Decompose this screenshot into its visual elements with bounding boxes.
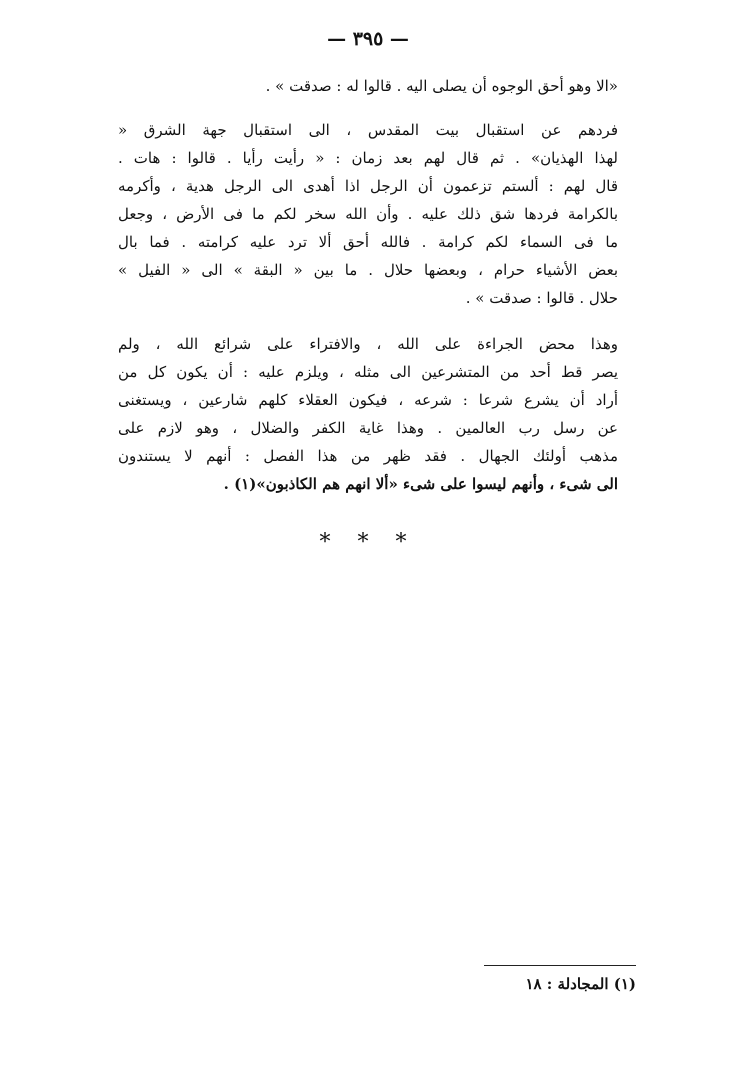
text-line: ما فى السماء لكم كرامة . فالله أحق ألا ترد عليه كرامته . فما بال [118, 233, 618, 251]
section-divider-ornament: * * * [319, 530, 417, 555]
paragraph-3 [118, 330, 618, 498]
text-line: عن رسل رب العالمين . وهذا غاية الكفر والضلال ، وهو لازم على [118, 419, 618, 437]
paragraph-2 [118, 116, 618, 312]
text-line: الى شىء ، وأنهم ليسوا على شىء «ألا انهم هم الكاذبون»(١) . [223, 475, 618, 493]
text-line: وهذا محض الجراءة على الله ، والافتراء على شرائع الله ، ولم [118, 335, 618, 353]
text-line: قال لهم : ألستم تزعمون أن الرجل اذا أهدى الى الرجل هدية ، وأكرمه [118, 177, 619, 195]
text-line: يصر قط أحد من المتشرعين الى مثله ، ويلزم عليه : أن يكون كل من [118, 363, 618, 381]
text-line: حلال . قالوا : صدقت » . [465, 289, 618, 307]
paragraph-1 [118, 72, 618, 100]
text-line: لهذا الهذيان» . ثم قال لهم بعد زمان : « رأيت رأيا . قالوا : هات . [118, 149, 618, 167]
footnote: (١) المجادلة : ١٨ [525, 975, 636, 993]
footnote-divider [484, 965, 636, 966]
text-line: فردهم عن استقبال بيت المقدس ، الى استقبال جهة الشرق « [118, 121, 618, 139]
text-line: بالكرامة فردها شق ذلك عليه . وأن الله سخر لكم ما فى الأرض ، وجعل [118, 205, 618, 223]
text-line: بعض الأشياء حرام ، وبعضها حلال . ما بين « البقة » الى « الفيل » [118, 261, 618, 279]
text-line: أراد أن يشرع شرعا : شرعه ، فيكون العقلاء كلهم شارعين ، ويستغنى [118, 391, 618, 409]
text-line: «الا وهو أحق الوجوه أن يصلى اليه . قالوا له : صدقت » . [265, 77, 618, 95]
text-line: مذهب أولئك الجهال . فقد ظهر من هذا الفصل : أنهم لا يستندون [118, 447, 618, 465]
page-number: — ٣٩٥ — [327, 28, 409, 50]
